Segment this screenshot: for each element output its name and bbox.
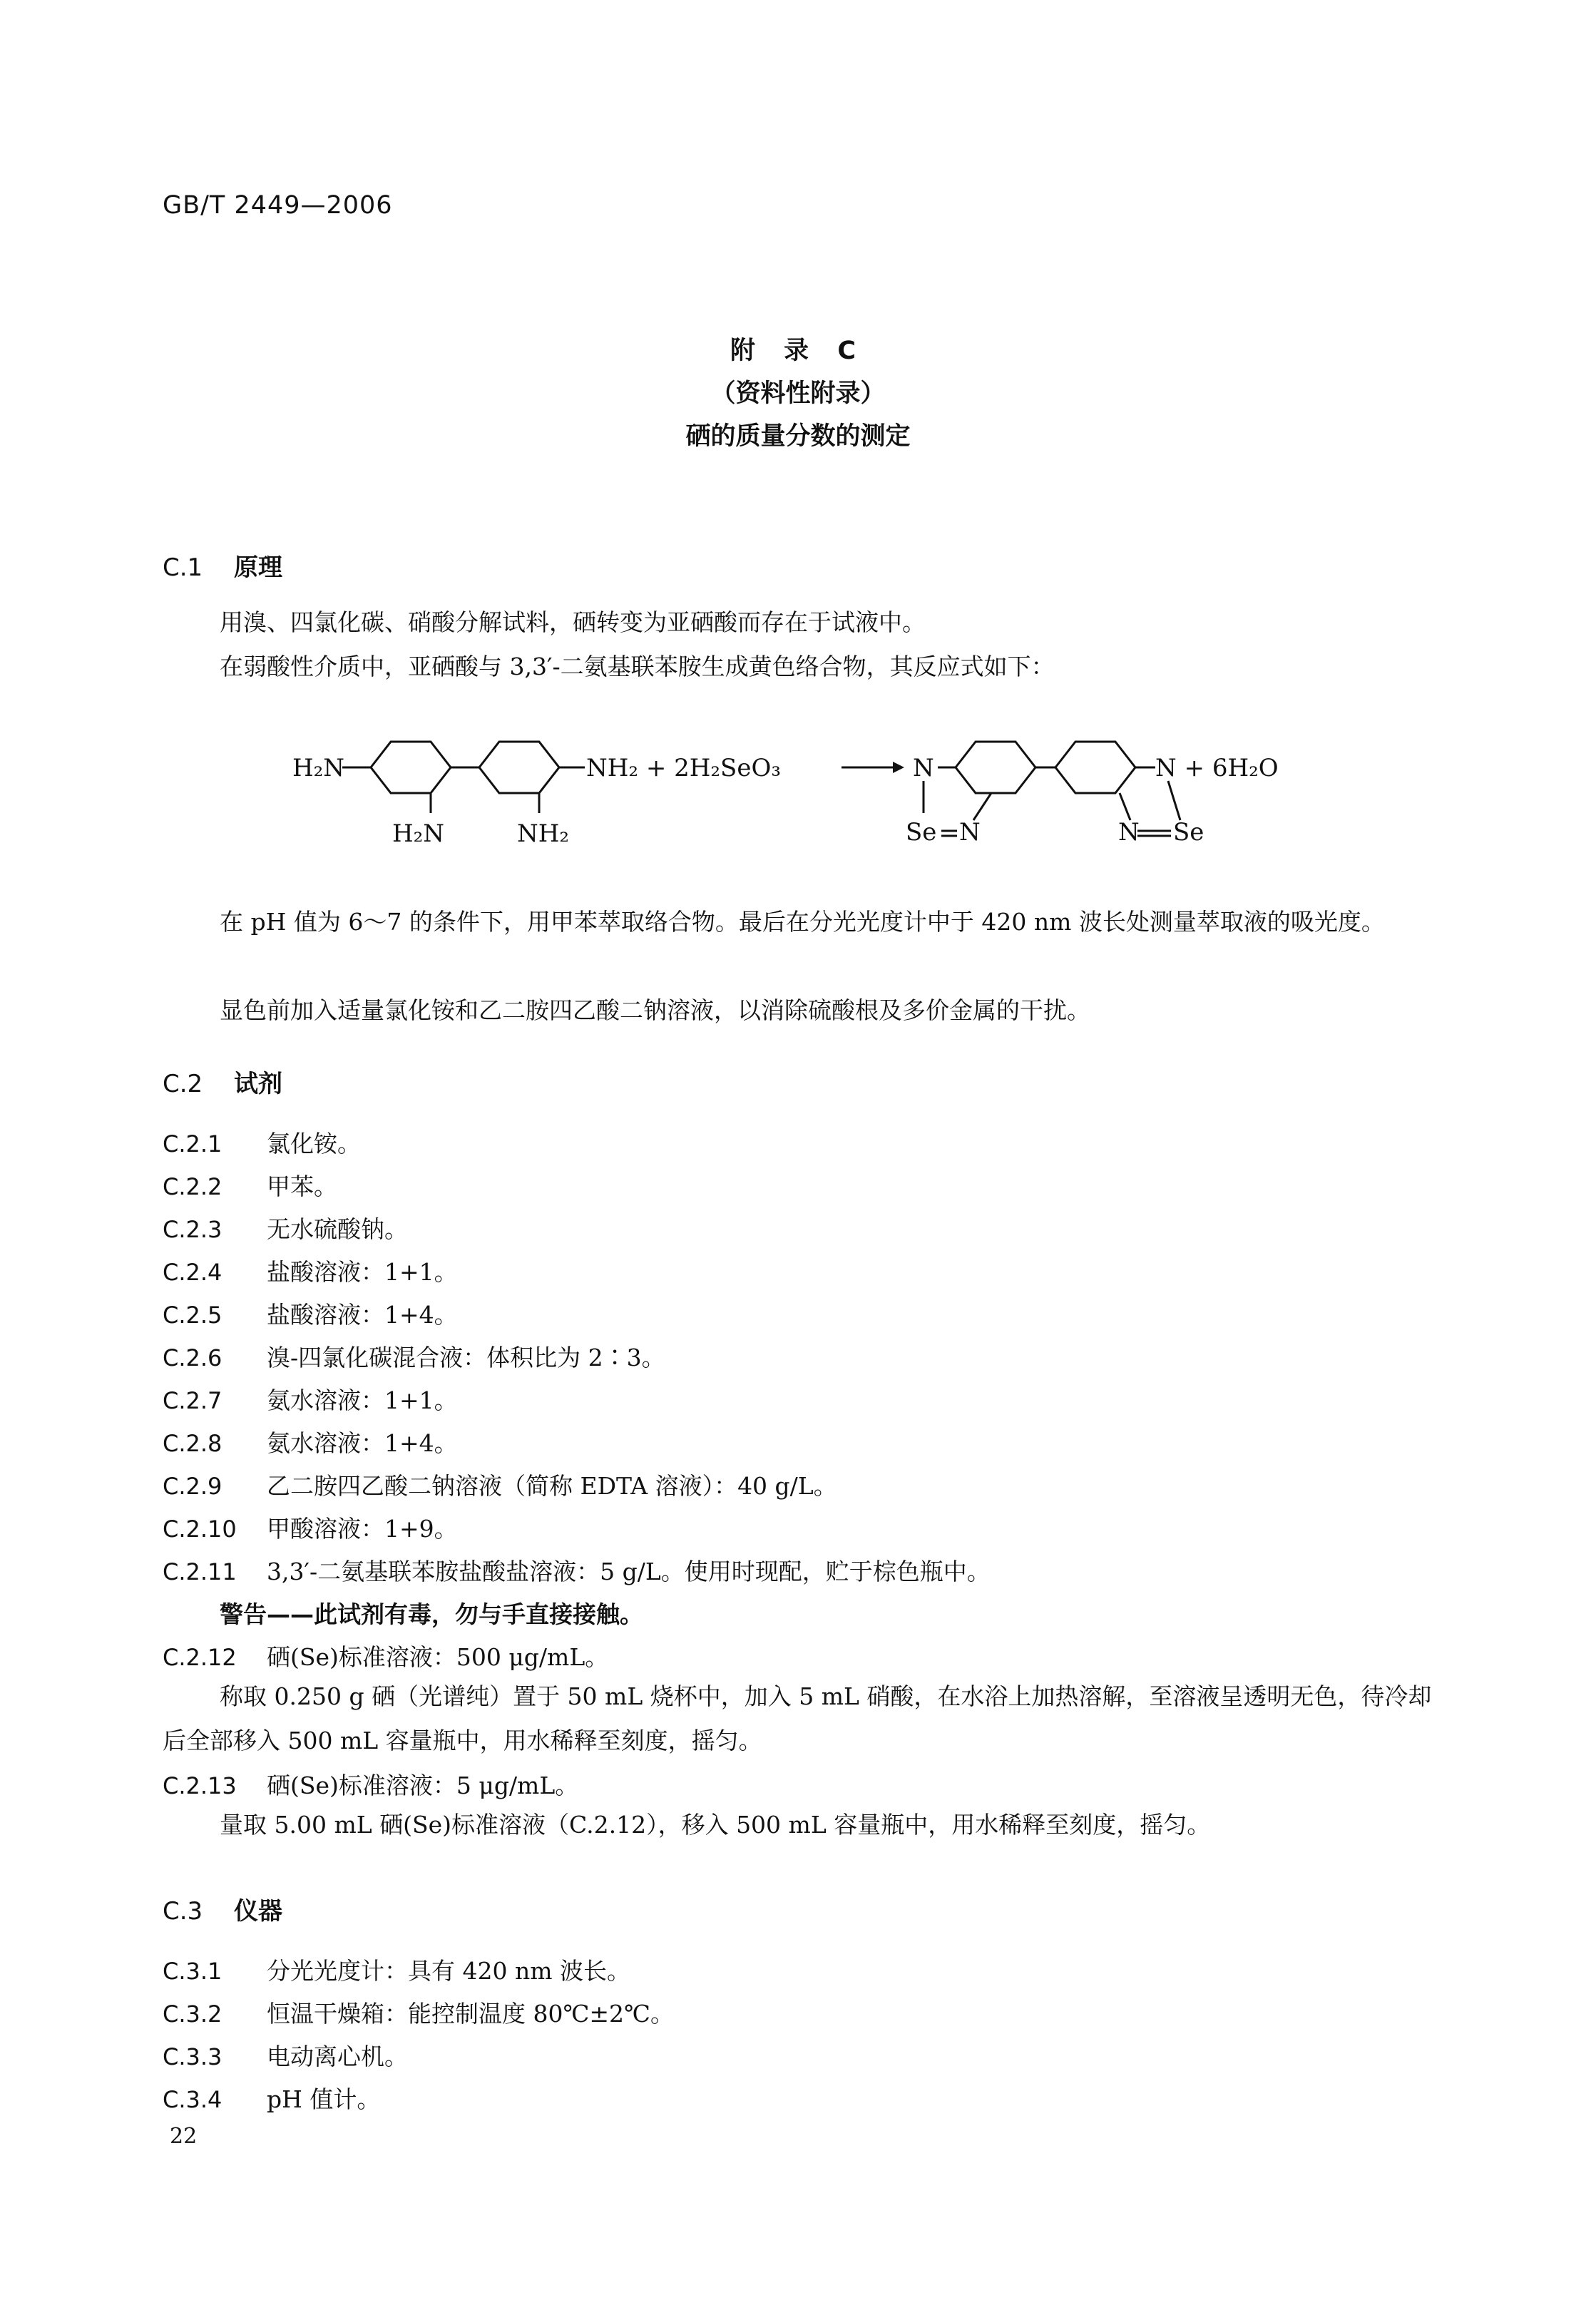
item-number: C.2.4 <box>163 1259 222 1286</box>
annex-type: （资料性附录） <box>710 379 886 408</box>
item-number: C.2.1 <box>163 1130 222 1158</box>
list-item-c2-3 <box>163 1211 408 1245</box>
section-title: 仪器 <box>234 1897 282 1926</box>
list-item-c3-4 <box>163 2081 380 2115</box>
page-number: 22 <box>170 2124 198 2149</box>
list-item-c2-4 <box>163 1254 458 1287</box>
section-c1-heading <box>163 548 282 583</box>
item-text: pH 值计。 <box>267 2085 381 2113</box>
annex-title: 硒的质量分数的测定 <box>685 422 911 451</box>
item-text: 硒(Se)标准溶液：500 μg/mL。 <box>267 1643 609 1671</box>
formula-h2n-left: H₂N <box>292 754 345 782</box>
formula-product-n-right: N + 6H₂O <box>1155 754 1279 782</box>
formula-product-n-right-bottom: N <box>1118 818 1140 847</box>
item-text: 恒温干燥箱：能控制温度 80℃±2℃。 <box>267 2000 674 2028</box>
item-number: C.2.6 <box>163 1344 222 1371</box>
item-number: C.3.3 <box>163 2043 222 2070</box>
list-item-c2-9 <box>163 1468 837 1501</box>
section-title: 试剂 <box>234 1070 282 1098</box>
annex-titles <box>0 329 1596 458</box>
item-number: C.2.13 <box>163 1772 237 1799</box>
item-text: 盐酸溶液：1+4。 <box>267 1301 458 1329</box>
paragraph-c1-3: 在 pH 值为 6～7 的条件下，用甲苯萃取络合物。最后在分光光度计中于 420 nm 波长处测量萃取液的吸光度。 <box>220 908 1385 936</box>
section-number: C.1 <box>163 553 203 582</box>
standard-code: GB/T 2449—2006 <box>163 191 393 220</box>
reaction-formula <box>271 713 1341 870</box>
list-item-c2-11 <box>163 1553 991 1587</box>
section-c2-heading <box>163 1064 282 1099</box>
item-text: 氨水溶液：1+1。 <box>267 1386 458 1414</box>
list-item-c2-10 <box>163 1511 458 1544</box>
formula-nh2-bottom: NH₂ <box>517 819 570 848</box>
list-item-c2-1 <box>163 1125 361 1159</box>
item-text: 氨水溶液：1+4。 <box>267 1429 458 1457</box>
item-number: C.2.5 <box>163 1302 222 1329</box>
warning-text: 警告——此试剂有毒，勿与手直接接触。 <box>220 1600 643 1628</box>
item-number: C.2.2 <box>163 1173 222 1200</box>
item-number: C.3.4 <box>163 2086 222 2113</box>
formula-product-se-right: Se <box>1173 818 1204 847</box>
list-item-c2-12 <box>163 1639 608 1672</box>
formula-product-n-left: N <box>913 754 934 782</box>
item-text: 电动离心机。 <box>267 2043 408 2070</box>
formula-reactant-right: NH₂ + 2H₂SeO₃ <box>586 754 781 782</box>
item-text: 盐酸溶液：1+1。 <box>267 1258 458 1286</box>
paragraph-c2-12: 称取 0.250 g 硒（光谱纯）置于 50 mL 烧杯中，加入 5 mL 硝酸，在水浴上加热溶解，至溶液呈透明无色，待冷却后全部移入 500 mL 容量瓶中，用水稀释至刻度，摇匀。 <box>163 1682 1432 1754</box>
item-number: C.3.1 <box>163 1958 222 1985</box>
formula-product-se-left: Se <box>906 818 937 847</box>
list-item-c3-2 <box>163 1995 674 2029</box>
section-c3-heading <box>163 1891 282 1926</box>
item-number: C.2.10 <box>163 1516 237 1543</box>
list-item-c2-2 <box>163 1168 337 1202</box>
item-text: 溴-四氯化碳混合液：体积比为 2∶3。 <box>267 1344 665 1371</box>
list-item-c3-3 <box>163 2038 408 2072</box>
paragraph-c1-1: 用溴、四氯化碳、硝酸分解试料，硒转变为亚硒酸而存在于试液中。 <box>220 608 926 636</box>
paragraph-c2-13: 量取 5.00 mL 硒(Se)标准溶液（C.2.12），移入 500 mL 容量瓶中，用水稀释至刻度，摇匀。 <box>220 1811 1211 1839</box>
item-number: C.2.12 <box>163 1644 237 1671</box>
item-text: 甲酸溶液：1+9。 <box>267 1515 458 1543</box>
item-number: C.2.9 <box>163 1473 222 1500</box>
item-number: C.2.11 <box>163 1558 237 1585</box>
item-number: C.2.3 <box>163 1216 222 1243</box>
item-text: 甲苯。 <box>267 1172 337 1200</box>
item-text: 无水硫酸钠。 <box>267 1215 408 1243</box>
formula-product-n-left-bottom: N <box>959 818 981 847</box>
list-item-c2-8 <box>163 1425 458 1458</box>
item-text: 乙二胺四乙酸二钠溶液（简称 EDTA 溶液）：40 g/L。 <box>267 1472 837 1500</box>
formula-h2n-bottom: H₂N <box>392 819 445 848</box>
item-number: C.3.2 <box>163 2000 222 2028</box>
item-number: C.2.7 <box>163 1387 222 1414</box>
paragraph-c1-2: 在弱酸性介质中，亚硒酸与 3,3′-二氨基联苯胺生成黄色络合物，其反应式如下： <box>220 653 1055 680</box>
list-item-c2-6 <box>163 1339 665 1373</box>
item-text: 分光光度计：具有 420 nm 波长。 <box>267 1957 631 1985</box>
list-item-c2-13 <box>163 1767 578 1801</box>
item-text: 硒(Se)标准溶液：5 μg/mL。 <box>267 1772 579 1799</box>
item-text: 氯化铵。 <box>267 1130 361 1158</box>
item-number: C.2.8 <box>163 1430 222 1457</box>
item-text: 3,3′-二氨基联苯胺盐酸盐溶液：5 g/L。使用时现配，贮于棕色瓶中。 <box>267 1558 991 1585</box>
list-item-c2-7 <box>163 1382 458 1416</box>
section-title: 原理 <box>234 553 282 582</box>
section-number: C.2 <box>163 1070 203 1098</box>
list-item-c2-5 <box>163 1297 458 1330</box>
section-number: C.3 <box>163 1897 203 1926</box>
list-item-c3-1 <box>163 1953 630 1986</box>
annex-heading: 附 录 C <box>730 337 866 365</box>
paragraph-c1-4: 显色前加入适量氯化铵和乙二胺四乙酸二钠溶液，以消除硫酸根及多价金属的干扰。 <box>220 996 1090 1024</box>
